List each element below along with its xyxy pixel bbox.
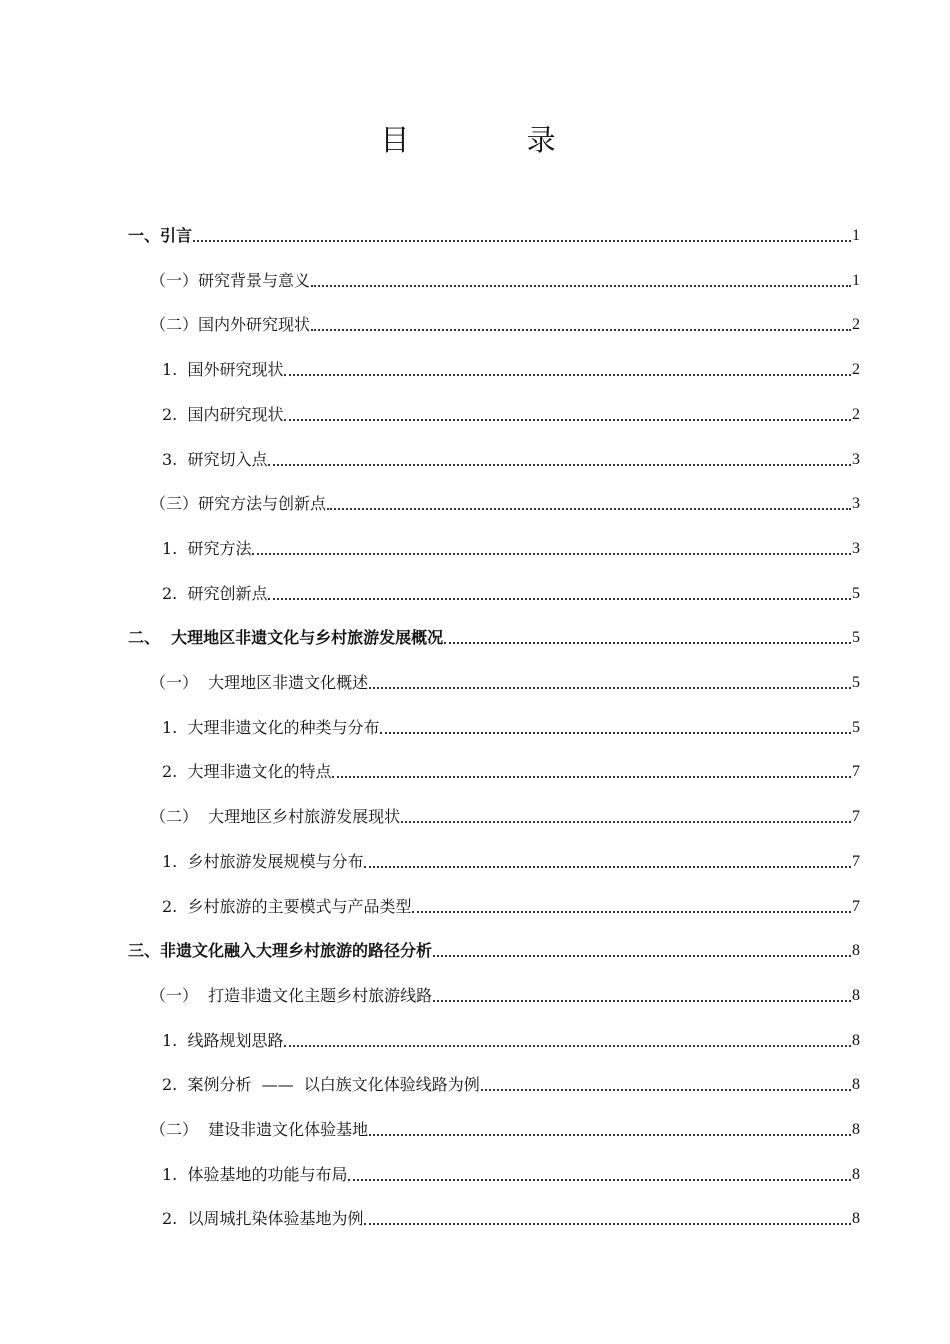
- toc-page-number: 7: [852, 897, 860, 915]
- toc-entry[interactable]: [128, 931, 860, 961]
- toc-page-number: 2: [852, 405, 860, 423]
- toc-entry-label: 2. 国内研究现状: [162, 404, 284, 424]
- toc-dot-leader: [433, 954, 851, 957]
- toc-dot-leader: [284, 373, 851, 376]
- toc-dot-leader: [481, 1088, 851, 1091]
- toc-page-number: 7: [852, 808, 860, 826]
- toc-entry-label: 1. 线路规划思路: [162, 1030, 284, 1050]
- toc-page-number: 5: [852, 584, 860, 602]
- toc-entry-label: 1. 国外研究现状: [162, 360, 284, 380]
- toc-entry-label: 2. 乡村旅游的主要模式与产品类型: [162, 896, 412, 916]
- toc-entry-label: （二） 大理地区乡村旅游发展现状: [150, 807, 401, 827]
- toc-entry[interactable]: [128, 305, 860, 335]
- toc-entry-label: 1. 研究方法: [162, 538, 252, 558]
- toc-entry-label: 1. 大理非遗文化的种类与分布: [162, 717, 380, 737]
- toc-entry-label: 2. 大理非遗文化的特点: [162, 762, 332, 782]
- toc-entry-label: （一） 打造非遗文化主题乡村旅游线路: [150, 985, 433, 1005]
- toc-page-number: 8: [852, 1031, 860, 1049]
- toc-entry[interactable]: [128, 395, 860, 425]
- toc-page-number: 8: [852, 986, 860, 1004]
- toc-entry-label: （一） 大理地区非遗文化概述: [150, 673, 369, 692]
- toc-entry[interactable]: [128, 663, 860, 693]
- toc-page-number: 1: [852, 227, 860, 244]
- toc-entry[interactable]: [128, 261, 860, 291]
- toc-page-number: 3: [852, 495, 860, 513]
- toc-dot-leader: [369, 686, 851, 689]
- toc-entry[interactable]: [128, 484, 860, 514]
- toc-page-number: 8: [852, 942, 860, 960]
- toc-dot-leader: [193, 239, 851, 242]
- toc-page-number: 7: [852, 763, 860, 781]
- toc-entry-label: 三、非遗文化融入大理乡村旅游的路径分析: [128, 941, 433, 961]
- toc-dot-leader: [332, 775, 851, 778]
- toc-entry-label: （二） 建设非遗文化体验基地: [150, 1120, 369, 1139]
- toc-entry[interactable]: [128, 708, 860, 738]
- toc-dot-leader: [412, 910, 851, 913]
- toc-page-number: 2: [852, 361, 860, 379]
- toc-entry[interactable]: [128, 887, 860, 917]
- toc-dot-leader: [268, 463, 851, 466]
- toc-dot-leader: [401, 820, 851, 823]
- toc-page-number: 3: [852, 450, 860, 468]
- toc-dot-leader: [369, 1133, 851, 1136]
- toc-entry[interactable]: [128, 976, 860, 1006]
- toc-entry[interactable]: [128, 618, 860, 648]
- toc-entry[interactable]: [128, 1155, 860, 1185]
- toc-page-number: 8: [852, 1121, 860, 1138]
- toc-entry-label: 1. 乡村旅游发展规模与分布: [162, 851, 364, 871]
- toc-page-number: 5: [852, 674, 860, 691]
- toc-entry[interactable]: [128, 797, 860, 827]
- toc-entry-label: （一）研究背景与意义: [150, 270, 311, 290]
- toc-entry[interactable]: [128, 1065, 860, 1095]
- toc-entry[interactable]: [128, 574, 860, 604]
- toc-page-number: 8: [852, 1076, 860, 1094]
- toc-dot-leader: [268, 597, 851, 600]
- toc-entry-label: 一、引言: [128, 226, 193, 245]
- toc-entry[interactable]: [128, 440, 860, 470]
- toc-dot-leader: [311, 328, 851, 331]
- toc-entry[interactable]: [128, 1199, 860, 1229]
- toc-dot-leader: [327, 507, 851, 510]
- toc-entry-label: （三）研究方法与创新点: [150, 494, 327, 514]
- toc-entry-label: 1. 体验基地的功能与布局: [162, 1164, 348, 1184]
- toc-entry-label: 二、 大理地区非遗文化与乡村旅游发展概况: [128, 628, 444, 648]
- toc-page-number: 2: [852, 316, 860, 334]
- toc-dot-leader: [364, 1222, 851, 1225]
- toc-page-number: 5: [852, 718, 860, 736]
- toc-page-number: 8: [852, 1210, 860, 1228]
- toc-dot-leader: [433, 999, 851, 1002]
- toc-page-number: 7: [852, 852, 860, 870]
- toc-entry[interactable]: [128, 842, 860, 872]
- toc-dot-leader: [380, 731, 851, 734]
- toc-dot-leader: [364, 865, 851, 868]
- toc-dot-leader: [284, 1044, 851, 1047]
- toc-entry-label: 2. 案例分析 —— 以白族文化体验线路为例: [162, 1075, 480, 1095]
- toc-dot-leader: [348, 1178, 851, 1181]
- toc-page-number: 3: [852, 539, 860, 557]
- page-title: 目 录: [380, 123, 610, 157]
- toc-dot-leader: [284, 418, 851, 421]
- toc-entry[interactable]: [128, 1021, 860, 1051]
- toc-entry-label: （二）国内外研究现状: [150, 315, 311, 335]
- toc-page-number: 1: [852, 271, 860, 289]
- toc-entry-label: 2. 研究创新点: [162, 583, 268, 603]
- toc-entry-label: 2. 以周城扎染体验基地为例: [162, 1209, 364, 1229]
- toc-dot-leader: [252, 552, 851, 555]
- toc-dot-leader: [444, 641, 851, 644]
- toc-page-number: 5: [852, 629, 860, 647]
- toc-dot-leader: [311, 284, 851, 287]
- toc-entry[interactable]: [128, 1110, 860, 1140]
- toc-entry-label: 3. 研究切入点: [162, 449, 268, 469]
- toc-entry[interactable]: [128, 350, 860, 380]
- toc-page-number: 8: [852, 1165, 860, 1183]
- toc-entry[interactable]: [128, 529, 860, 559]
- toc-entry[interactable]: [128, 752, 860, 782]
- toc-entry[interactable]: [128, 216, 860, 246]
